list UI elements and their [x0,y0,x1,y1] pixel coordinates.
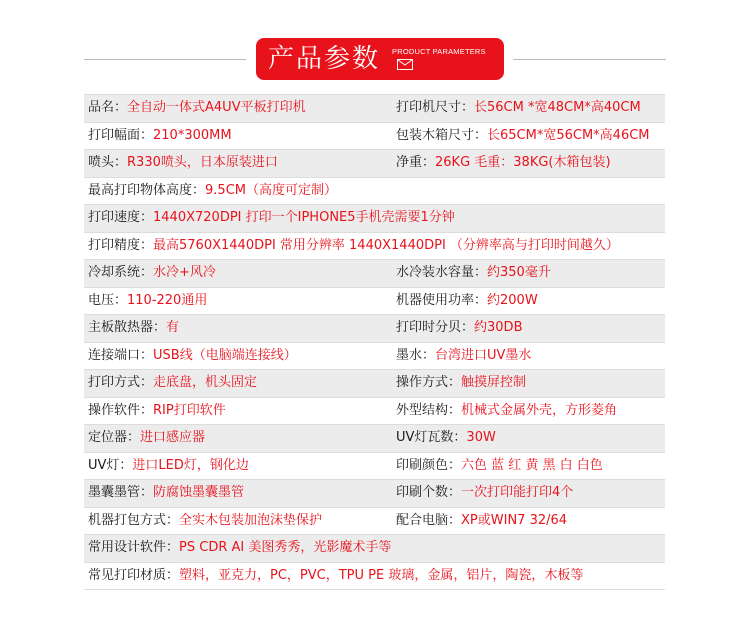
spec-value: 约350毫升 [487,265,551,280]
section-header [0,38,750,80]
spec-cell-left [88,288,207,315]
spec-cell-left [88,398,226,425]
spec-value: 防腐蚀墨囊墨管 [153,485,245,500]
spec-row [84,260,665,288]
spec-cell-left [88,233,619,260]
spec-value: 一次打印能打印4个 [461,485,574,500]
spec-value: 1440X720DPI 打印一个IPHONE5手机壳需要1分钟 [153,210,455,225]
spec-row [84,205,665,233]
spec-value: 全实木包装加泡沫垫保护 [179,512,323,528]
spec-cell-right [396,150,611,177]
spec-label: 打印机尺寸： [396,100,475,115]
spec-value: RIP打印软件 [153,402,226,418]
spec-label: 打印幅面： [88,127,154,143]
spec-value: PS CDR AI 美图秀秀，光影魔术手等 [179,540,392,555]
spec-label: 定位器： [88,430,141,445]
spec-cell-right [396,288,538,315]
spec-label: 机器使用功率： [396,292,488,308]
spec-value: 26KG 毛重：38KG(木箱包装) [435,155,611,170]
spec-label: 净重： [396,155,436,170]
spec-cell-left [88,563,583,590]
spec-row [84,123,665,151]
spec-value: 机械式金属外壳，方形菱角 [461,402,618,418]
spec-label: 品名： [88,100,128,115]
spec-cell-right [396,123,650,150]
spec-value: 长56CM *宽48CM*高40CM [474,100,641,115]
spec-label: 机器打包方式： [88,512,180,528]
spec-row [84,233,665,261]
spec-cell-right [396,370,526,397]
spec-value: XP或WIN7 32/64 [461,512,568,528]
spec-value: 30W [466,430,496,445]
spec-cell-right [396,260,551,287]
spec-value: 进口感应器 [140,430,206,445]
spec-cell-right [396,343,531,370]
spec-value: 塑料，亚克力，PC，PVC，TPU PE 玻璃，金属，铝片，陶瓷，木板等 [179,567,584,583]
spec-label: 常见打印材质： [88,567,180,583]
spec-label: 打印方式： [88,375,154,390]
spec-label: 墨囊墨管： [88,485,154,500]
spec-cell-left [88,95,306,122]
spec-value: 六色 蓝 红 黄 黑 白 白色 [461,457,603,473]
spec-cell-left [88,178,337,205]
envelope-icon [397,59,413,70]
spec-cell-left [88,123,232,150]
spec-row [84,95,665,123]
spec-cell-right [396,480,573,507]
spec-label: 操作方式： [396,375,462,390]
spec-label: 电压： [88,292,128,308]
spec-row [84,480,665,508]
spec-value: 约30DB [474,320,523,335]
spec-label: 外型结构： [396,402,462,418]
spec-cell-left [88,343,297,370]
spec-label: 常用设计软件： [88,540,180,555]
spec-label: 打印速度： [88,210,154,225]
spec-value: 全自动一体式A4UV平板打印机 [127,100,306,115]
spec-value: 水冷+风冷 [153,265,216,280]
spec-row [84,178,665,206]
spec-cell-left [88,150,278,177]
page-title: 产品参数 [268,44,381,74]
spec-row [84,315,665,343]
spec-row [84,453,665,481]
spec-cell-left [88,425,205,452]
spec-label: 主板散热器： [88,320,167,335]
spec-value: 110-220通用 [127,292,208,308]
spec-row [84,563,665,591]
spec-cell-left [88,260,216,287]
spec-label: 打印时分贝： [396,320,475,335]
spec-cell-right [396,398,617,425]
spec-label: 包装木箱尺寸： [396,127,488,143]
spec-value: R330喷头，日本原装进口 [127,155,278,170]
spec-row [84,535,665,563]
title-badge [256,38,504,80]
spec-label: 喷头： [88,155,128,170]
spec-row [84,425,665,453]
spec-value: 走底盘，机头固定 [153,375,258,390]
spec-label: 操作软件： [88,402,154,418]
spec-cell-left [88,508,322,535]
spec-cell-left [88,205,455,232]
spec-value: 约200W [487,292,538,308]
spec-value: 9.5CM（高度可定制） [205,182,337,198]
spec-label: 连接端口： [88,347,154,363]
spec-cell-right [396,508,567,535]
spec-cell-right [396,95,641,122]
spec-value: USB线（电脑端连接线） [153,347,297,363]
spec-row [84,508,665,536]
spec-value: 台湾进口UV墨水 [435,347,532,363]
header-divider-left [84,59,246,60]
spec-label: 墨水： [396,347,436,363]
spec-label: 打印精度： [88,237,154,253]
spec-value: 长65CM*宽56CM*高46CM [487,127,650,143]
spec-row [84,398,665,426]
spec-label: 印刷个数： [396,485,462,500]
spec-value: 进口LED灯，钢化边 [132,457,249,473]
spec-cell-left [88,480,244,507]
spec-cell-left [88,535,391,562]
spec-label: 冷却系统： [88,265,154,280]
spec-label: UV灯： [88,457,133,473]
spec-cell-left [88,370,257,397]
spec-cell-left [88,315,179,342]
spec-label: 最高打印物体高度： [88,182,206,198]
spec-label: UV灯瓦数： [396,430,467,445]
spec-value: 触摸屏控制 [461,375,527,390]
header-divider-right [513,59,666,60]
spec-value: 最高5760X1440DPI 常用分辨率 1440X1440DPI （分辨率高与打印时间越久） [153,237,619,253]
spec-row [84,288,665,316]
spec-cell-right [396,453,603,480]
spec-row [84,343,665,371]
spec-cell-right [396,315,523,342]
spec-label: 印刷颜色： [396,457,462,473]
spec-label: 配合电脑： [396,512,462,528]
page-subtitle: PRODUCT PARAMETERS [392,47,486,56]
spec-cell-left [88,453,249,480]
spec-cell-right [396,425,496,452]
spec-row [84,150,665,178]
spec-label: 水冷装水容量： [396,265,488,280]
spec-row [84,370,665,398]
spec-value: 有 [166,320,180,335]
spec-table [84,94,665,590]
spec-value: 210*300MM [153,127,232,143]
